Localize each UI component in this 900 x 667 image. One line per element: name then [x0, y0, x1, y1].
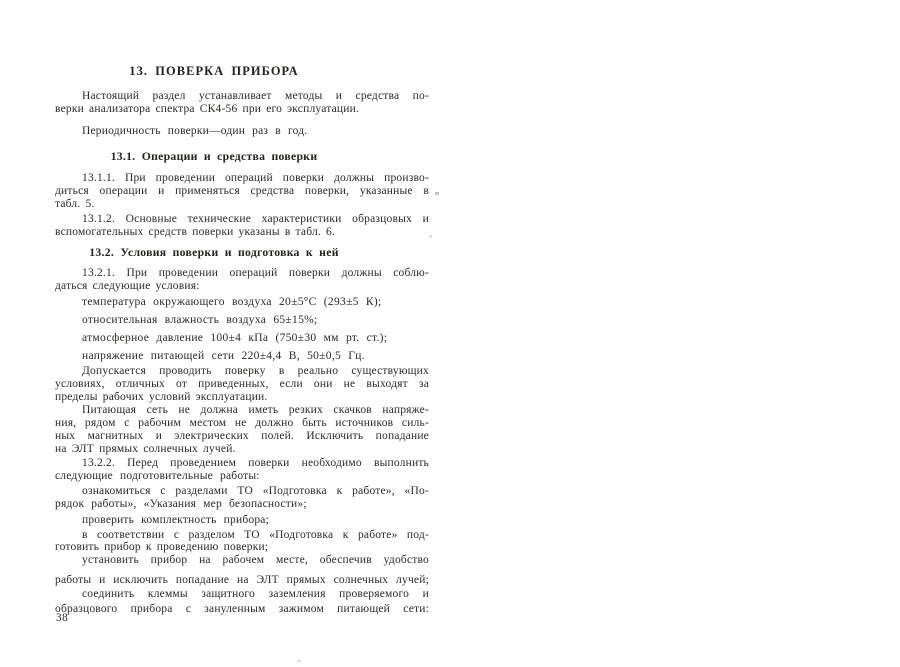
paragraph-intro — [55, 90, 429, 116]
paragraph-13-2-1 — [55, 267, 429, 293]
condition-line: температура окружающего воздуха 20±5°С (293±5 К); — [82, 296, 382, 309]
text-line: ознакомиться с разделами ТО «Подготовка к работе», «По- — [82, 484, 429, 497]
text-line: даться следующие условия: — [55, 280, 200, 293]
text-line: 13.1.1. При проведении операций поверки должны произво- — [82, 171, 429, 184]
condition-line: атмосферное давление 100±4 кПа (750±30 мм рт. ст.); — [82, 331, 388, 344]
paragraph-13-2-2 — [55, 457, 429, 483]
text-line: проверить комплектность прибора; — [82, 513, 269, 526]
text-line: диться операции и применяться средства поверки, указанные в — [55, 184, 429, 197]
conditions-list — [55, 296, 429, 363]
text-line: в соответствии с разделом ТО «Подготовка к работе» под- — [82, 528, 429, 541]
paragraph-allowed-conditions — [55, 365, 429, 404]
text-line: установить прибор на рабочем месте, обеспечив удобство — [82, 554, 429, 567]
prep-item-connect — [55, 588, 429, 616]
text-line: образцового прибора с зануленным зажимом питающей сети: — [55, 603, 429, 616]
condition-line: относительная влажность воздуха 65±15%; — [82, 313, 318, 326]
text-line: табл. 5. — [55, 197, 95, 210]
section-heading: 13. ПОВЕРКА ПРИБОРА — [129, 64, 299, 78]
text-line: Настоящий раздел устанавливает методы и средства по- — [82, 90, 429, 102]
text-line: соединить клеммы защитного заземления проверяемого и — [82, 588, 429, 601]
condition-line: напряжение питающей сети 220±4,4 В, 50±0,5 Гц. — [82, 349, 365, 362]
text-line: ния, рядом с рабочим местом не должно быть источников силь- — [55, 417, 429, 430]
text-line: 13.2.1. При проведении операций поверки должны соблю- — [82, 267, 429, 280]
scan-speck — [429, 235, 432, 238]
text-line: следующие подготовительные работы: — [55, 469, 260, 482]
text-line: верки анализатора спектра СК4-56 при его эксплуатации. — [55, 102, 360, 115]
prep-item-familiarize — [55, 485, 429, 511]
paragraph-periodicity — [55, 125, 429, 138]
text-line: на ЭЛТ прямых солнечных лучей. — [55, 443, 236, 456]
text-line: Периодичность поверки—один раз в год. — [82, 124, 308, 137]
subsection-heading-13-1: 13.1. Операции и средства поверки — [110, 149, 318, 163]
text-line: работы и исключить попадание на ЭЛТ прямых солнечных лучей; — [55, 574, 429, 587]
text-line: Допускается проводить поверку в реально существующих — [82, 364, 429, 377]
text-line: Питающая сеть не должна иметь резких скачков напряже- — [82, 404, 429, 417]
scan-speck — [297, 660, 301, 662]
text-line: пределы рабочих условий эксплуатации. — [55, 390, 268, 403]
text-line: рядок работы», «Указания мер безопасности»; — [55, 497, 307, 510]
paragraph-13-1-1 — [55, 172, 429, 211]
text-line: ных магнитных и электрических полей. Исключить попадание — [55, 430, 429, 443]
prep-item-prepare — [55, 529, 429, 555]
text-line: условиях, отличных от приведенных, если они не выходят за — [55, 377, 429, 390]
page-number: 38 — [56, 612, 69, 624]
scan-speck — [435, 192, 439, 195]
text-line: 13.2.2. Перед проведением поверки необходимо выполнить — [82, 457, 429, 470]
text-line: вспомогательных средств поверки указаны в табл. 6. — [55, 226, 336, 239]
subsection-heading-13-2: 13.2. Условия поверки и подготовка к ней — [89, 246, 339, 260]
paragraph-mains-requirements — [55, 404, 429, 456]
paragraph-13-1-2 — [55, 213, 429, 239]
text-line: 13.1.2. Основные технические характеристики образцовых и — [82, 213, 429, 226]
text-line: готовить прибор к проведению поверки; — [55, 541, 269, 554]
prep-item-install — [55, 554, 429, 587]
prep-item-check — [55, 514, 429, 527]
text-column — [55, 64, 429, 616]
